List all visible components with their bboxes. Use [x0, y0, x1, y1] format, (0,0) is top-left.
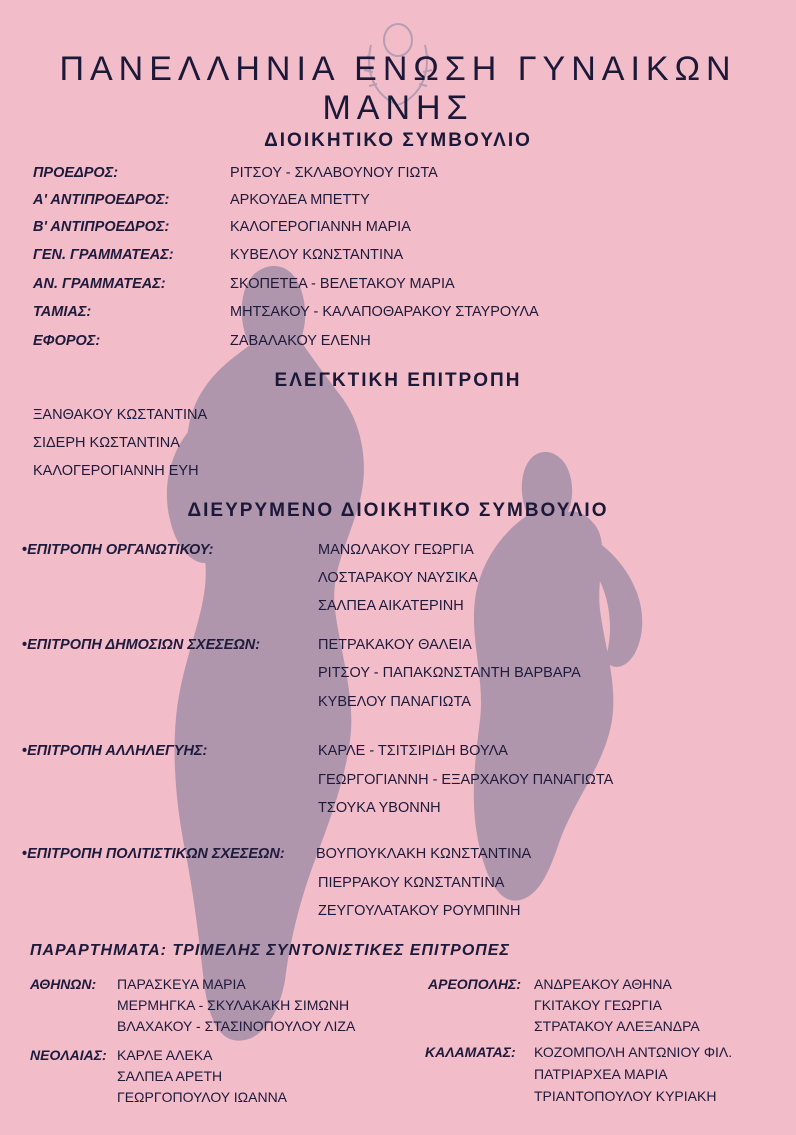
- branch-label-athens: ΑΘΗΝΩΝ:: [30, 976, 97, 992]
- bullet-icon: •: [22, 637, 28, 653]
- committee-member: ΒΟΥΠΟΥΚΛΑΚΗ ΚΩΝΣΤΑΝΤΙΝΑ: [316, 846, 532, 862]
- page-title: ΠΑΝΕΛΛΗΝΙΑ ΕΝΩΣΗ ΓΥΝΑΙΚΩΝ ΜΑΝΗΣ: [59, 50, 737, 127]
- board-row: [33, 165, 118, 181]
- committee-member: ΚΥΒΕΛΟΥ ΠΑΝΑΓΙΩΤΑ: [318, 694, 471, 710]
- board-row: [33, 247, 174, 263]
- board-row: [33, 333, 100, 349]
- board-row: [33, 219, 169, 235]
- audit-heading: ΕΛΕΓΚΤΙΚΗ ΕΠΙΤΡΟΠΗ: [274, 370, 522, 391]
- bullet-icon: •: [22, 542, 28, 558]
- committee-label: [22, 542, 213, 558]
- branch-member: ΣΤΡΑΤΑΚΟΥ ΑΛΕΞΑΝΔΡΑ: [534, 1018, 700, 1034]
- committee-member: ΖΕΥΓΟΥΛΑΤΑΚΟΥ ΡΟΥΜΠΙΝΗ: [318, 903, 521, 919]
- committee-name: ΕΠΙΤΡΟΠΗ ΑΛΛΗΛΕΓΥΗΣ:: [27, 743, 208, 759]
- branch-member: ΜΕΡΜΗΓΚΑ - ΣΚΥΛΑΚΑΚΗ ΣΙΜΩΝΗ: [117, 997, 350, 1013]
- role-label: ΓΕΝ. ΓΡΑΜΜΑΤΕΑΣ:: [33, 247, 174, 263]
- branches-heading: ΠΑΡΑΡΤΗΜΑΤΑ: ΤΡΙΜΕΛΗΣ ΣΥΝΤΟΝΙΣΤΙΚΕΣ ΕΠΙΤΡΟΠΕΣ: [30, 942, 510, 959]
- bullet-icon: •: [22, 846, 28, 862]
- board-row: [33, 304, 91, 320]
- branch-member: ΓΕΩΡΓΟΠΟΥΛΟΥ ΙΩΑΝΝΑ: [117, 1089, 288, 1105]
- committee-member: ΠΙΕΡΡΑΚΟΥ ΚΩΝΣΤΑΝΤΙΝΑ: [318, 875, 505, 891]
- branch-member: ΚΑΡΛΕ ΑΛΕΚΑ: [117, 1047, 213, 1063]
- branch-member: ΓΚΙΤΑΚΟΥ ΓΕΩΡΓΙΑ: [534, 997, 662, 1013]
- branch-member: ΚΟΖΟΜΠΟΛΗ ΑΝΤΩΝΙΟΥ ΦΙΛ.: [534, 1044, 733, 1060]
- board-name: ΖΑΒΑΛΑΚΟΥ ΕΛΕΝΗ: [230, 333, 371, 349]
- role-label: ΠΡΟΕΔΡΟΣ:: [33, 165, 119, 181]
- committee-name: ΕΠΙΤΡΟΠΗ ΔΗΜΟΣΙΩΝ ΣΧΕΣΕΩΝ:: [27, 637, 261, 653]
- branch-label-areopoli: ΑΡΕΟΠΟΛΗΣ:: [428, 976, 521, 992]
- committee-member: ΓΕΩΡΓΟΓΙΑΝΝΗ - ΕΞΑΡΧΑΚΟΥ ΠΑΝΑΓΙΩΤΑ: [318, 772, 614, 788]
- bullet-icon: •: [22, 743, 28, 759]
- audit-member: ΣΙΔΕΡΗ ΚΩΣΤΑΝΤΙΝΑ: [33, 435, 180, 451]
- committee-name: ΕΠΙΤΡΟΠΗ ΠΟΛΙΤΙΣΤΙΚΩΝ ΣΧΕΣΕΩΝ:: [27, 846, 285, 862]
- audit-member: ΞΑΝΘΑΚΟΥ ΚΩΣΤΑΝΤΙΝΑ: [33, 407, 208, 423]
- branch-member: ΑΝΔΡΕΑΚΟΥ ΑΘΗΝΑ: [534, 976, 672, 992]
- role-label: Α' ΑΝΤΙΠΡΟΕΔΡΟΣ:: [33, 192, 170, 208]
- committee-member: ΡΙΤΣΟΥ - ΠΑΠΑΚΩΝΣΤΑΝΤΗ ΒΑΡΒΑΡΑ: [318, 665, 581, 681]
- board-row: [33, 192, 169, 208]
- committee-label: [22, 743, 207, 759]
- board-name: ΜΗΤΣΑΚΟΥ - ΚΑΛΑΠΟΘΑΡΑΚΟΥ ΣΤΑΥΡΟΥΛΑ: [230, 304, 539, 320]
- branch-label-youth: ΝΕΟΛΑΙΑΣ:: [30, 1047, 107, 1063]
- board-name: ΡΙΤΣΟΥ - ΣΚΛΑΒΟΥΝΟΥ ΓΙΩΤΑ: [230, 165, 438, 181]
- board-name: ΣΚΟΠΕΤΕΑ - ΒΕΛΕΤΑΚΟΥ ΜΑΡΙΑ: [230, 276, 455, 292]
- extended-heading: ΔΙΕΥΡΥΜΕΝΟ ΔΙΟΙΚΗΤΙΚΟ ΣΥΜΒΟΥΛΙΟ: [187, 500, 609, 521]
- branch-member: ΠΑΡΑΣΚΕΥΑ ΜΑΡΙΑ: [117, 976, 246, 992]
- audit-member: ΚΑΛΟΓΕΡΟΓΙΑΝΝΗ ΕΥΗ: [33, 463, 199, 479]
- board-heading: ΔΙΟΙΚΗΤΙΚΟ ΣΥΜΒΟΥΛΙΟ: [264, 130, 532, 151]
- committee-label: [22, 846, 285, 862]
- committee-member: ΛΟΣΤΑΡΑΚΟΥ ΝΑΥΣΙΚΑ: [318, 570, 478, 586]
- role-label: ΕΦΟΡΟΣ:: [33, 333, 101, 349]
- committee-member: ΠΕΤΡΑΚΑΚΟΥ ΘΑΛΕΙΑ: [318, 637, 472, 653]
- branch-member: ΒΛΑΧΑΚΟΥ - ΣΤΑΣΙΝΟΠΟΥΛΟΥ ΛΙΖΑ: [117, 1018, 356, 1034]
- branch-label-kalamata: ΚΑΛΑΜΑΤΑΣ:: [425, 1044, 516, 1060]
- branch-member: ΠΑΤΡΙΑΡΧΕΑ ΜΑΡΙΑ: [534, 1066, 668, 1082]
- board-name: ΚΑΛΟΓΕΡΟΓΙΑΝΝΗ ΜΑΡΙΑ: [230, 219, 411, 235]
- role-label: ΤΑΜΙΑΣ:: [33, 304, 92, 320]
- board-name: ΑΡΚΟΥΔΕΑ ΜΠΕΤΤΥ: [230, 192, 370, 208]
- board-name: ΚΥΒΕΛΟΥ ΚΩΝΣΤΑΝΤΙΝΑ: [230, 247, 404, 263]
- committee-member: ΚΑΡΛΕ - ΤΣΙΤΣΙΡΙΔΗ ΒΟΥΛΑ: [318, 743, 508, 759]
- committee-member: ΤΣΟΥΚΑ ΥΒΟΝΝΗ: [318, 800, 441, 816]
- role-label: ΑΝ. ΓΡΑΜΜΑΤΕΑΣ:: [33, 276, 166, 292]
- committee-label: [22, 637, 260, 653]
- committee-name: ΕΠΙΤΡΟΠΗ ΟΡΓΑΝΩΤΙΚΟΥ:: [27, 542, 214, 558]
- role-label: Β' ΑΝΤΙΠΡΟΕΔΡΟΣ:: [33, 219, 170, 235]
- branch-member: ΤΡΙΑΝΤΟΠΟΥΛΟΥ ΚΥΡΙΑΚΗ: [534, 1088, 717, 1104]
- committee-member: ΣΑΛΠΕΑ ΑΙΚΑΤΕΡΙΝΗ: [318, 598, 464, 614]
- branch-member: ΣΑΛΠΕΑ ΑΡΕΤΗ: [117, 1068, 223, 1084]
- committee-member: ΜΑΝΩΛΑΚΟΥ ΓΕΩΡΓΙΑ: [318, 542, 474, 558]
- board-row: [33, 276, 166, 292]
